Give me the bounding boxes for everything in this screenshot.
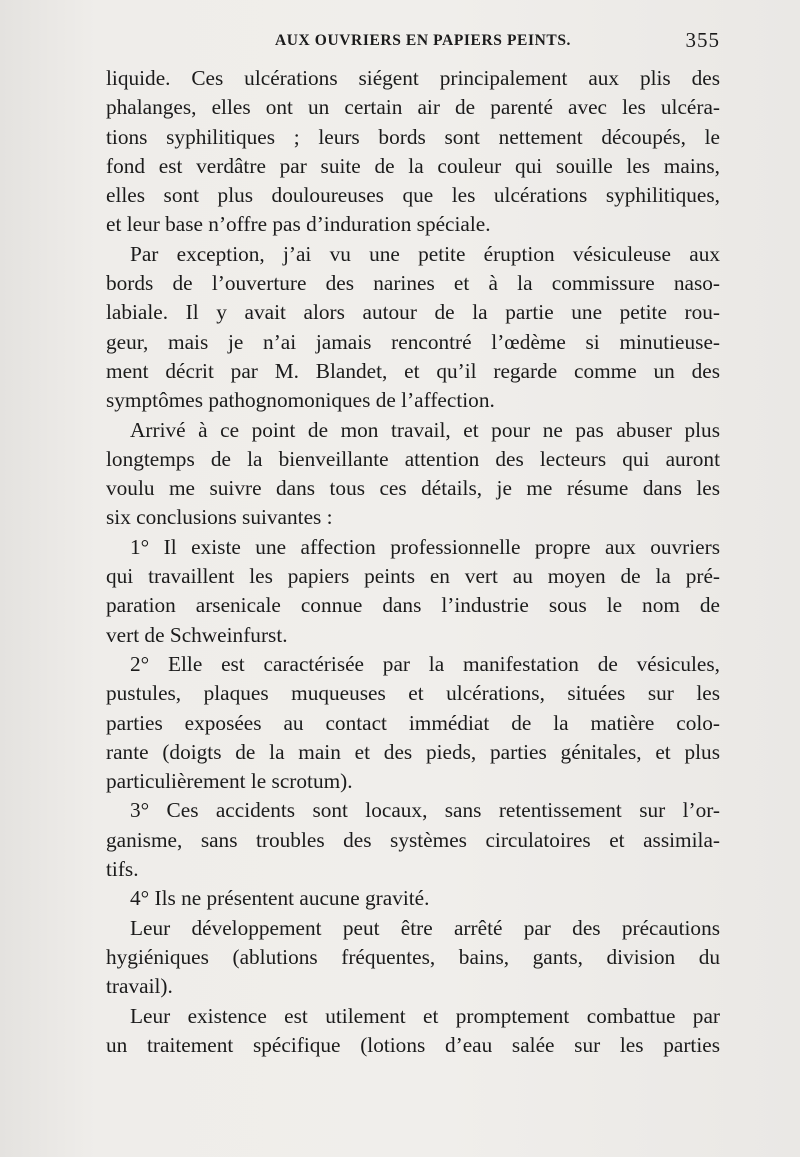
- text-line: tions syphilitiques ; leurs bords sont nettement découpés, le: [106, 124, 720, 149]
- text-line: geur, mais je n’ai jamais rencontré l’œdème si minutieuse-: [106, 329, 720, 354]
- text-line: Par exception, j’ai vu une petite éruption vésiculeuse aux: [130, 241, 720, 266]
- text-line: tifs.: [106, 857, 139, 882]
- text-line: Leur existence est utilement et promptement combattue par: [130, 1003, 720, 1028]
- text-line: fond est verdâtre par suite de la couleur qui souille les mains,: [106, 153, 720, 178]
- text-line: symptômes pathognomoniques de l’affection.: [106, 388, 495, 413]
- text-line: labiale. Il y avait alors autour de la partie une petite rou-: [106, 300, 720, 325]
- page-header: [108, 28, 720, 58]
- running-head: AUX OUVRIERS EN PAPIERS PEINTS.: [274, 32, 572, 49]
- text-line: particulièrement le scrotum).: [106, 769, 353, 794]
- text-line: un traitement spécifique (lotions d’eau salée sur les parties: [106, 1032, 720, 1057]
- text-line: ment décrit par M. Blandet, et qu’il regarde comme un des: [106, 358, 720, 383]
- text-line: 1° Il existe une affection professionnelle propre aux ouvriers: [130, 534, 720, 559]
- text-line: six conclusions suivantes :: [106, 505, 333, 530]
- text-line: ganisme, sans troubles des systèmes circulatoires et assimila-: [106, 827, 720, 852]
- page-number: 355: [685, 28, 720, 52]
- text-line: paration arsenicale connue dans l’industrie sous le nom de: [106, 593, 720, 618]
- text-line: 2° Elle est caractérisée par la manifestation de vésicules,: [130, 651, 720, 676]
- text-line: elles sont plus douloureuses que les ulcérations syphilitiques,: [106, 183, 720, 208]
- text-line: longtemps de la bienveillante attention des lecteurs qui auront: [106, 446, 720, 471]
- text-line: travail).: [106, 974, 173, 999]
- text-line: Leur développement peut être arrêté par des précautions: [130, 915, 720, 940]
- text-line: liquide. Ces ulcérations siégent principalement aux plis des: [106, 66, 720, 90]
- text-line: bords de l’ouverture des narines et à la commissure naso-: [106, 271, 720, 296]
- text-line: et leur base n’offre pas d’induration spéciale.: [106, 212, 491, 237]
- body-text: [106, 64, 720, 1060]
- text-line: phalanges, elles ont un certain air de parenté avec les ulcéra-: [106, 95, 720, 120]
- text-line: 4° Ils ne présentent aucune gravité.: [130, 886, 430, 911]
- text-line: voulu me suivre dans tous ces détails, je me résume dans les: [106, 476, 720, 501]
- text-line: hygiéniques (ablutions fréquentes, bains, gants, division du: [106, 944, 720, 969]
- text-line: pustules, plaques muqueuses et ulcérations, situées sur les: [106, 681, 720, 706]
- text-line: parties exposées au contact immédiat de la matière colo-: [106, 710, 720, 735]
- text-line: Arrivé à ce point de mon travail, et pour ne pas abuser plus: [130, 417, 720, 442]
- text-line: qui travaillent les papiers peints en vert au moyen de la pré-: [106, 564, 720, 589]
- text-line: vert de Schweinfurst.: [106, 622, 288, 647]
- text-line: 3° Ces accidents sont locaux, sans retentissement sur l’or-: [130, 798, 720, 823]
- text-line: rante (doigts de la main et des pieds, parties génitales, et plus: [106, 739, 720, 764]
